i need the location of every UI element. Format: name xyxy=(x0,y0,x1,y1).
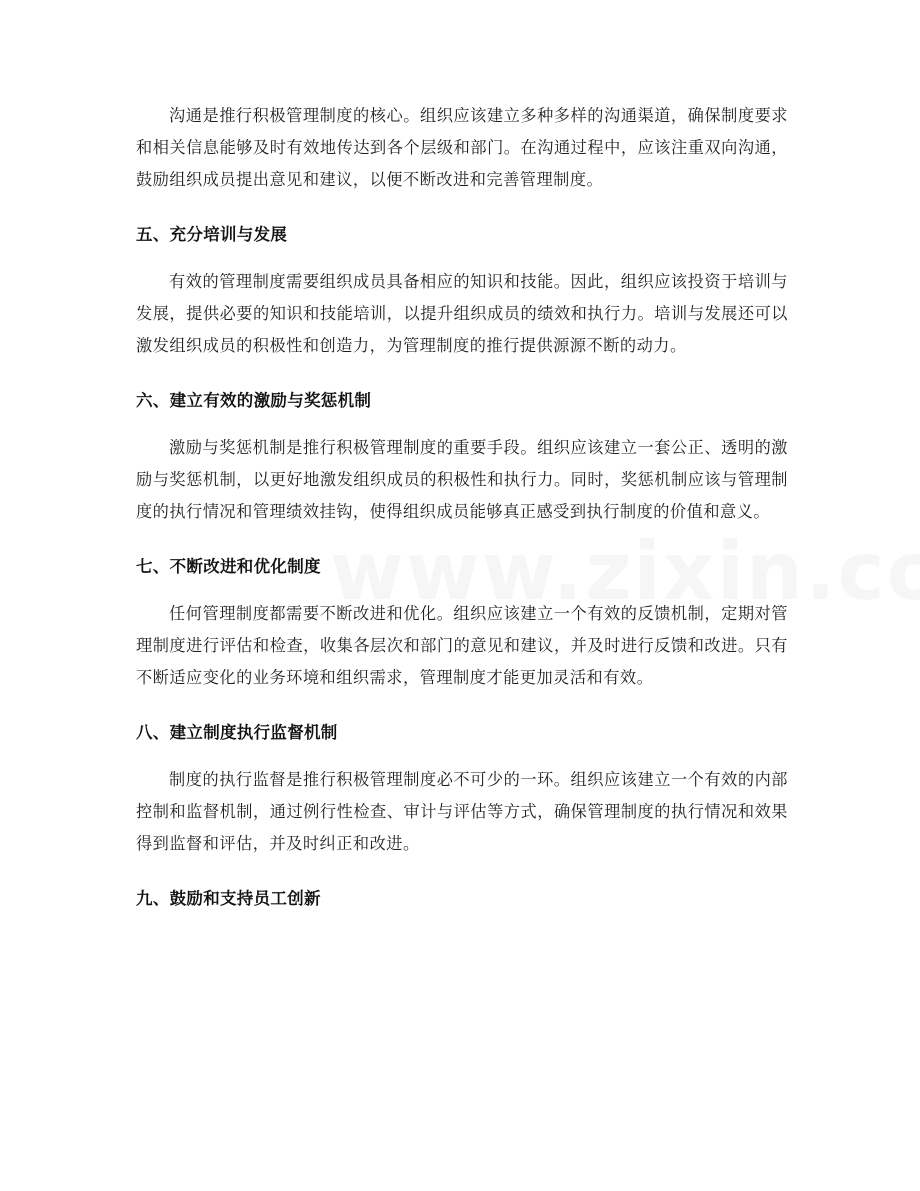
paragraph-improvement: 任何管理制度都需要不断改进和优化。组织应该建立一个有效的反馈机制，定期对管理制度进行评估和检查，收集各层次和部门的意见和建议，并及时进行反馈和改进。只有不断适应变化的业务环境和组织需求，管理制度才能更加灵活和有效。 xyxy=(136,604,788,687)
heading-training: 五、充分培训与发展 xyxy=(136,225,288,244)
paragraph-supervision: 制度的执行监督是推行积极管理制度必不可少的一环。组织应该建立一个有效的内部控制和监督机制，通过例行性检查、审计与评估等方式，确保管理制度的执行情况和效果得到监督和评估，并及时纠正和改进。 xyxy=(136,770,788,853)
paragraph-communication: 沟通是推行积极管理制度的核心。组织应该建立多种多样的沟通渠道，确保制度要求和相关信息能够及时有效地传达到各个层级和部门。在沟通过程中，应该注重双向沟通，鼓励组织成员提出意见和建议，以便不断改进和完善管理制度。 xyxy=(136,106,788,189)
heading-incentives: 六、建立有效的激励与奖惩机制 xyxy=(136,391,372,410)
heading-innovation: 九、鼓励和支持员工创新 xyxy=(136,889,321,908)
document-body xyxy=(136,100,788,911)
paragraph-incentives: 激励与奖惩机制是推行积极管理制度的重要手段。组织应该建立一套公正、透明的激励与奖惩机制，以更好地激发组织成员的积极性和执行力。同时，奖惩机制应该与管理制度的执行情况和管理绩效挂钩，使得组织成员能够真正感受到执行制度的价值和意义。 xyxy=(136,438,788,521)
heading-supervision: 八、建立制度执行监督机制 xyxy=(136,723,338,742)
paragraph-training: 有效的管理制度需要组织成员具备相应的知识和技能。因此，组织应该投资于培训与发展，提供必要的知识和技能培训，以提升组织成员的绩效和执行力。培训与发展还可以激发组织成员的积极性和创造力，为管理制度的推行提供源源不断的动力。 xyxy=(136,272,788,355)
heading-improvement: 七、不断改进和优化制度 xyxy=(136,557,321,576)
